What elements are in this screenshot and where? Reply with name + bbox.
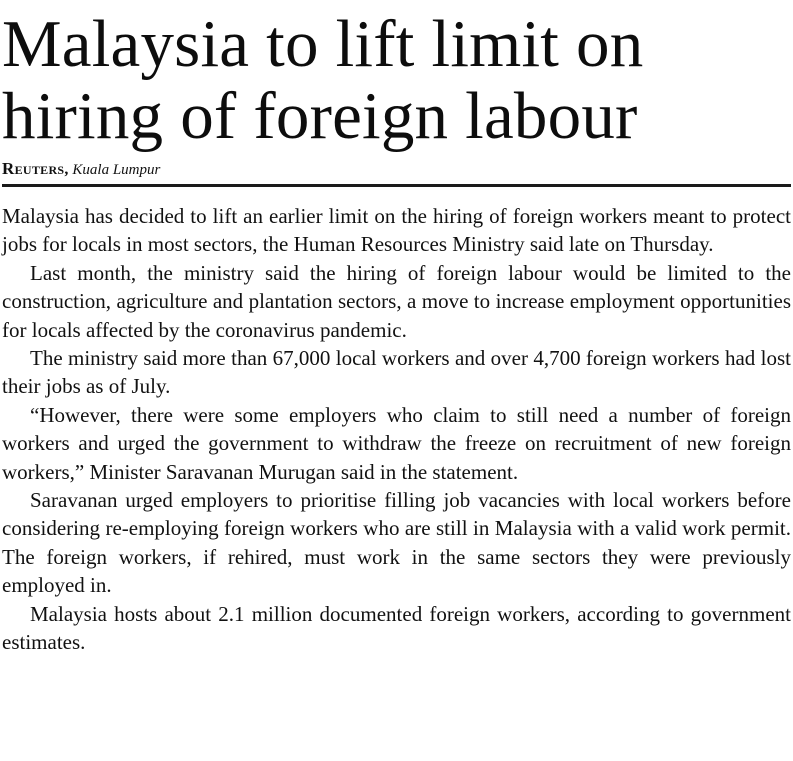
headline: Malaysia to lift limit on hiring of foreign labour: [2, 7, 644, 153]
news-article: [2, 0, 791, 657]
byline-agency: Reuters: [2, 159, 65, 178]
headline-divider: [2, 184, 791, 187]
article-body: [2, 202, 791, 657]
paragraph: “However, there were some employers who claim to still need a number of foreign workers and urged the government to withdraw the freeze on recruitment of new foreign workers,” Minister Saravanan Murugan said in the statement.: [2, 402, 791, 484]
byline-separator: ,: [64, 161, 69, 178]
byline-location: Kuala Lumpur: [72, 162, 161, 178]
paragraph: The ministry said more than 67,000 local workers and over 4,700 foreign workers had lost their jobs as of July.: [2, 346, 791, 399]
byline: [2, 158, 791, 180]
paragraph: Last month, the ministry said the hiring of foreign labour would be limited to the construction, agriculture and plantation sectors, a move to increase employment opportunities for locals affected by the coronavirus pandemic.: [2, 260, 791, 342]
paragraph: Malaysia hosts about 2.1 million documented foreign workers, according to government estimates.: [2, 601, 791, 655]
paragraph: Malaysia has decided to lift an earlier limit on the hiring of foreign workers meant to protect jobs for locals in most sectors, the Human Resources Ministry said late on Thursday.: [2, 204, 791, 257]
paragraph: Saravanan urged employers to prioritise filling job vacancies with local workers before considering re-employing foreign workers who are still in Malaysia with a valid work permit. The foreign workers, if rehired, must work in the same sectors they were previously employed in.: [2, 488, 791, 598]
